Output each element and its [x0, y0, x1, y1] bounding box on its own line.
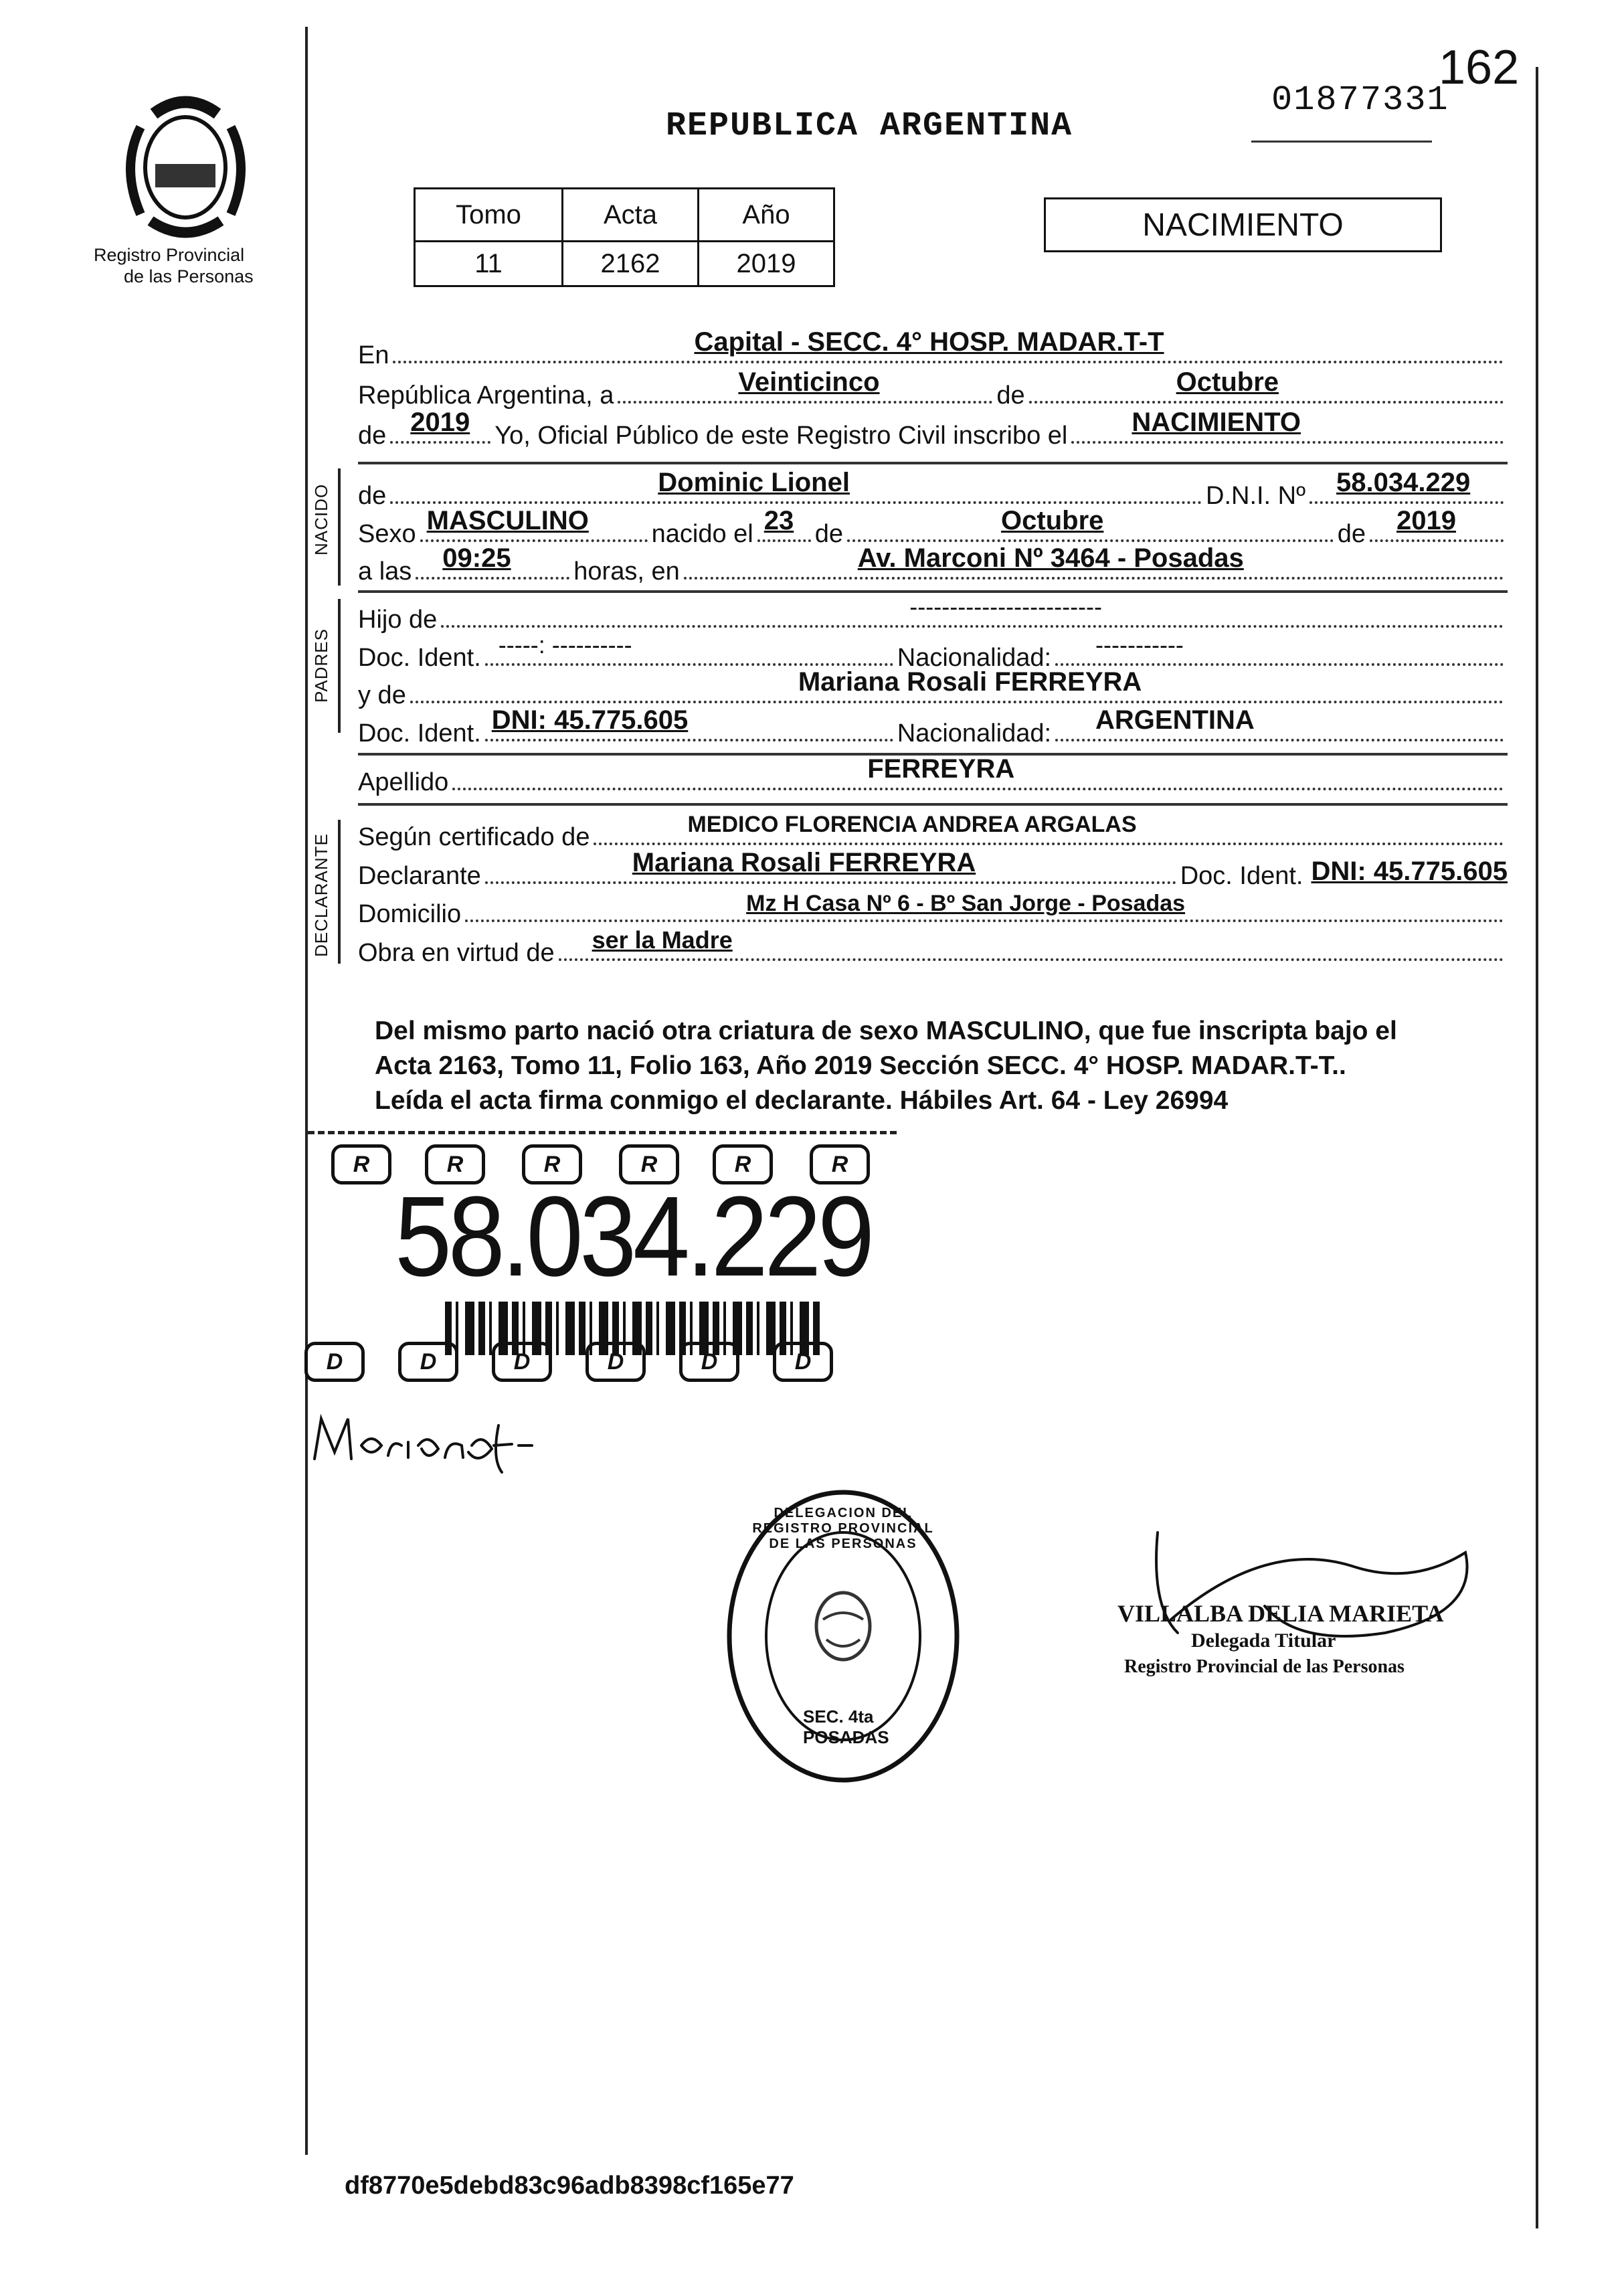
- birth-time: 09:25: [442, 543, 511, 573]
- y-de-label: y de: [358, 681, 406, 709]
- registry-logo-icon: R: [713, 1144, 773, 1184]
- day-written-value: Veinticinco: [738, 367, 880, 397]
- sexo-value: MASCULINO: [426, 506, 589, 535]
- birth-year: 2019: [1396, 506, 1456, 535]
- note-line-1: Del mismo parto nació otra criatura de sexo MASCULINO, que fue inscripta bajo el: [375, 1017, 1397, 1045]
- document-hash: df8770e5debd83c96adb8398cf165e77: [345, 2172, 794, 2200]
- birth-day: 23: [763, 506, 794, 535]
- registry-logo-icon: D: [679, 1342, 739, 1382]
- row-obra: [358, 926, 1508, 968]
- row-nacido-hora: [358, 543, 1508, 586]
- table-value-acta: 2162: [561, 240, 699, 287]
- hijo-de-value: ------------------------: [909, 593, 1103, 620]
- birth-place: Av. Marconi Nº 3464 - Posadas: [857, 543, 1244, 573]
- record-type-box: NACIMIENTO: [1044, 197, 1442, 252]
- table-header-ano: Año: [697, 187, 835, 242]
- inscribo-text: Yo, Oficial Público de este Registro Civil inscribo el: [494, 422, 1068, 450]
- row-domicilio: [358, 890, 1508, 929]
- row-segun: [358, 813, 1508, 852]
- doc-ident-label-2: Doc. Ident.: [358, 719, 481, 747]
- nacionalidad-label-2: Nacionalidad:: [897, 719, 1052, 747]
- row-en: [358, 327, 1508, 370]
- table-header-tomo: Tomo: [414, 187, 563, 242]
- hijo-de-label: Hijo de: [358, 606, 438, 634]
- dni-big-number: 58.034.229: [395, 1173, 871, 1300]
- child-name: Dominic Lionel: [658, 468, 850, 497]
- domicilio-label: Domicilio: [358, 900, 462, 928]
- section-label-declarante: DECLARANTE: [311, 833, 331, 957]
- bracket-padres: [338, 599, 341, 733]
- nacido-de-label-2: de: [814, 520, 844, 548]
- domicilio-value: Mz H Casa Nº 6 - Bº San Jorge - Posadas: [746, 891, 1186, 916]
- table-header-acta: Acta: [561, 187, 699, 242]
- a-las-label: a las: [358, 557, 412, 586]
- table-value-tomo: 11: [414, 240, 563, 287]
- horas-en-label: horas, en: [573, 557, 680, 586]
- section-label-nacido: NACIDO: [311, 483, 331, 555]
- declarante-label: Declarante: [358, 862, 481, 890]
- section-label-padres: PADRES: [311, 628, 331, 703]
- stamp-ring-text: DELEGACION DEL REGISTRO PROVINCIAL DE LAS PERSONAS: [752, 1506, 934, 1551]
- registry-logo-icon: R: [522, 1144, 582, 1184]
- separator-4: [358, 803, 1508, 806]
- registry-logo-icon: R: [810, 1144, 870, 1184]
- bracket-nacido: [338, 468, 341, 586]
- registry-logo-icon: R: [619, 1144, 679, 1184]
- de2-label: de: [358, 422, 387, 450]
- folio-number: 162: [1439, 41, 1520, 94]
- row-apellido: [358, 754, 1508, 797]
- obra-label: Obra en virtud de: [358, 939, 555, 967]
- mother-nationality: ARGENTINA: [1095, 705, 1255, 735]
- note-line-3: Leída el acta firma conmigo el declarante. Hábiles Art. 64 - Ley 26994: [375, 1086, 1229, 1115]
- year-written-value: 2019: [410, 408, 470, 437]
- sticker-bottom-strip: [304, 1342, 893, 1382]
- additional-note: [375, 1014, 1512, 1118]
- registry-logo-icon: R: [331, 1144, 391, 1184]
- declarante-doc-label: Doc. Ident.: [1180, 862, 1303, 890]
- separator-1: [358, 462, 1508, 464]
- page-title: REPUBLICA ARGENTINA: [666, 107, 1073, 145]
- registry-logo-icon: D: [773, 1342, 833, 1382]
- row-inscribo: [358, 408, 1508, 450]
- official-stamp: [723, 1486, 964, 1787]
- de-label: de: [996, 381, 1025, 410]
- mother-name: Mariana Rosali FERREYRA: [798, 667, 1142, 697]
- serial-underline: [1251, 141, 1432, 143]
- registry-name-line1: Registro Provincial: [94, 245, 245, 265]
- official-name: VILLALBA DELIA MARIETA: [1117, 1600, 1444, 1627]
- registry-logo-icon: D: [585, 1342, 646, 1382]
- nacido-el-label: nacido el: [651, 520, 753, 548]
- birth-month: Octubre: [1001, 506, 1104, 535]
- inscribo-value: NACIMIENTO: [1132, 408, 1301, 437]
- declarante-value: Mariana Rosali FERREYRA: [632, 848, 976, 877]
- nacido-de-label-3: de: [1337, 520, 1366, 548]
- serial-number: 01877331: [1271, 80, 1449, 120]
- doc-ident-value-1: -----: ----------: [498, 631, 632, 658]
- row-y-de: [358, 667, 1508, 710]
- declarante-doc-value: DNI: 45.775.605: [1311, 857, 1508, 886]
- registry-logo-icon: R: [425, 1144, 485, 1184]
- row-doc-ident-2: [358, 705, 1508, 748]
- row-nacido-name: [358, 468, 1508, 511]
- doc-ident-label-1: Doc. Ident.: [358, 644, 481, 672]
- right-margin-line: [1536, 67, 1538, 2228]
- registry-logo-icon: D: [492, 1342, 552, 1382]
- note-line-2: Acta 2163, Tomo 11, Folio 163, Año 2019 Sección SECC. 4° HOSP. MADAR.T-T..: [375, 1051, 1346, 1080]
- segun-value: MEDICO FLORENCIA ANDREA ARGALAS: [687, 812, 1137, 837]
- declarant-signature: [308, 1405, 535, 1486]
- row-republica: [358, 367, 1508, 410]
- child-dni: 58.034.229: [1336, 468, 1471, 497]
- segun-label: Según certificado de: [358, 823, 590, 851]
- apellido-label: Apellido: [358, 768, 449, 796]
- row-declarante: [358, 848, 1508, 891]
- official-office: Registro Provincial de las Personas: [1124, 1656, 1405, 1677]
- nacido-de-label: de: [358, 482, 387, 510]
- en-value: Capital - SECC. 4° HOSP. MADAR.T-T: [694, 327, 1164, 357]
- provincial-seal-logo: [114, 87, 258, 241]
- en-label: En: [358, 341, 389, 369]
- stamp-inner-text: SEC. 4ta POSADAS: [803, 1706, 889, 1747]
- registry-logo-icon: D: [304, 1342, 365, 1382]
- row-hijo-de: [358, 593, 1508, 634]
- sticker-top-border: [308, 1131, 897, 1134]
- nacionalidad-label-1: Nacionalidad:: [897, 644, 1052, 672]
- table-value-ano: 2019: [697, 240, 835, 287]
- month-written-value: Octubre: [1176, 367, 1279, 397]
- official-title: Delegada Titular: [1191, 1630, 1336, 1652]
- mother-doc: DNI: 45.775.605: [491, 705, 689, 735]
- apellido-value: FERREYRA: [867, 754, 1015, 784]
- obra-value: ser la Madre: [592, 926, 733, 954]
- republica-label: República Argentina, a: [358, 381, 614, 410]
- left-margin-line: [305, 27, 308, 2155]
- registry-logo-icon: D: [398, 1342, 458, 1382]
- nacionalidad-value-1: -----------: [1095, 631, 1184, 658]
- dni-label: D.N.I. Nº: [1206, 482, 1305, 510]
- sexo-label: Sexo: [358, 520, 416, 548]
- bracket-declarante: [338, 820, 341, 964]
- registry-name-line2: de las Personas: [124, 266, 254, 286]
